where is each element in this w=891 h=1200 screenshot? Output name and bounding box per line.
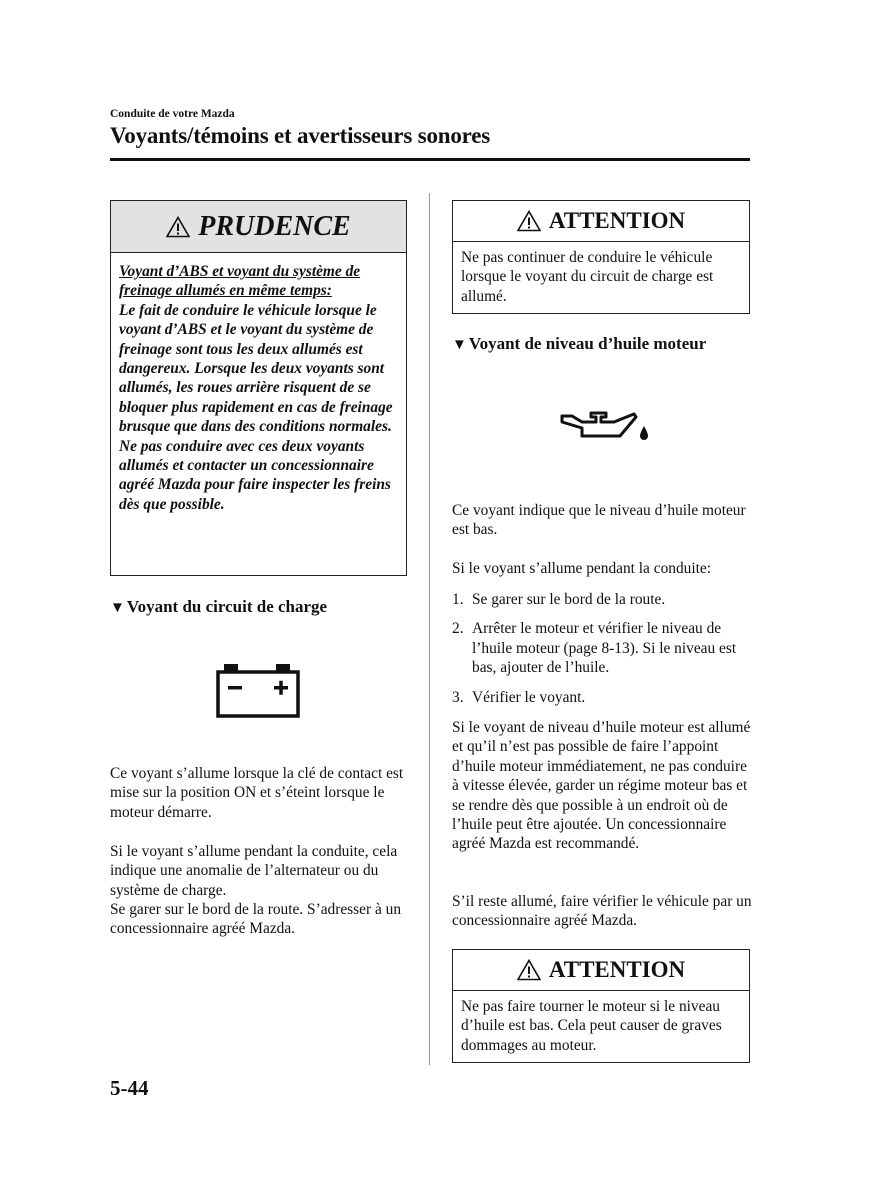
charge-heading-text: Voyant du circuit de charge <box>126 597 328 616</box>
attention-box-1 <box>452 200 750 314</box>
attention-header-2 <box>453 950 749 991</box>
page-title: Voyants/témoins et avertisseurs sonores <box>110 123 490 148</box>
section-label: Conduite de votre Mazda <box>110 108 235 120</box>
prudence-header <box>111 201 406 253</box>
attention-text-2: Ne pas faire tourner le moteur si le niveau d’huile est bas. Cela peut causer de graves dommages au moteur. <box>461 998 722 1054</box>
list-item: 3. Vérifier le voyant. <box>452 688 586 706</box>
attention-title-2: ATTENTION <box>548 957 686 982</box>
charge-paragraph-1: Ce voyant s’allume lorsque la clé de contact est mise sur la position ON et s’éteint lorsque le moteur démarre. <box>110 765 404 821</box>
prudence-underlined: Voyant d’ABS et voyant du système de freinage allumés en même temps: <box>119 263 361 300</box>
warning-triangle-icon <box>166 216 190 238</box>
prudence-text: Le fait de conduire le véhicule lorsque le voyant d’ABS et le voyant du système de freinage sont tous les deux allumés est dangereux. Lorsque les deux voyants sont allumés, les roues arrière risquent de se bloquer plus rapidement en cas de freinage brusque que dans des conditions normales. Ne pas conduire avec ces deux voyants allumés et contacter un concessionnaire agréé Mazda pour faire inspecter les freins dès que possible. <box>119 301 393 513</box>
oil-paragraph-1: Ce voyant indique que le niveau d’huile moteur est bas. <box>452 502 746 539</box>
prudence-body <box>111 253 406 520</box>
section-triangle-icon: ▼ <box>110 600 125 616</box>
oil-paragraph-4: S’il reste allumé, faire vérifier le véhicule par un concessionnaire agréé Mazda. <box>452 893 752 930</box>
battery-icon <box>216 662 302 720</box>
charge-paragraph-2: Si le voyant s’allume pendant la conduite, cela indique une anomalie de l’alternateur ou du système de charge. <box>110 843 398 899</box>
list-item: 1. Se garer sur le bord de la route. <box>452 591 666 608</box>
oil-steps-list <box>452 590 752 717</box>
charge-section-heading <box>110 597 327 617</box>
heading-rule <box>110 158 750 161</box>
list-item: 2. Arrêter le moteur et vérifier le niveau de l’huile moteur (page 8-13). Si le niveau est bas, ajouter de l’huile. <box>452 620 737 677</box>
warning-triangle-icon <box>517 959 541 981</box>
oil-section-heading <box>452 334 706 354</box>
warning-triangle-icon <box>517 210 541 232</box>
oil-paragraph-3: Si le voyant de niveau d’huile moteur est allumé et qu’il n’est pas possible de faire l’appoint d’huile moteur immédiatement, ne pas conduire à vitesse élevée, garder un régime moteur bas et se rendre dès que possible à un endroit où de l’huile peut être ajoutée. Un concessionnaire agréé Mazda est recommandé. <box>452 719 751 853</box>
oil-can-icon <box>560 408 652 446</box>
column-divider <box>429 193 430 1065</box>
attention-title-1: ATTENTION <box>548 208 686 233</box>
attention-text-1: Ne pas continuer de conduire le véhicule lorsque le voyant du circuit de charge est allumé. <box>461 249 714 305</box>
oil-paragraph-2: Si le voyant s’allume pendant la conduite: <box>452 560 712 577</box>
charge-paragraph-3: Se garer sur le bord de la route. S’adresser à un concessionnaire agréé Mazda. <box>110 901 402 938</box>
section-triangle-icon: ▼ <box>452 337 467 353</box>
oil-heading-text: Voyant de niveau d’huile moteur <box>468 334 707 353</box>
prudence-box <box>110 200 407 576</box>
prudence-title: PRUDENCE <box>198 210 351 242</box>
attention-box-2 <box>452 949 750 1063</box>
page-number: 5-44 <box>110 1076 149 1100</box>
attention-header-1 <box>453 201 749 242</box>
